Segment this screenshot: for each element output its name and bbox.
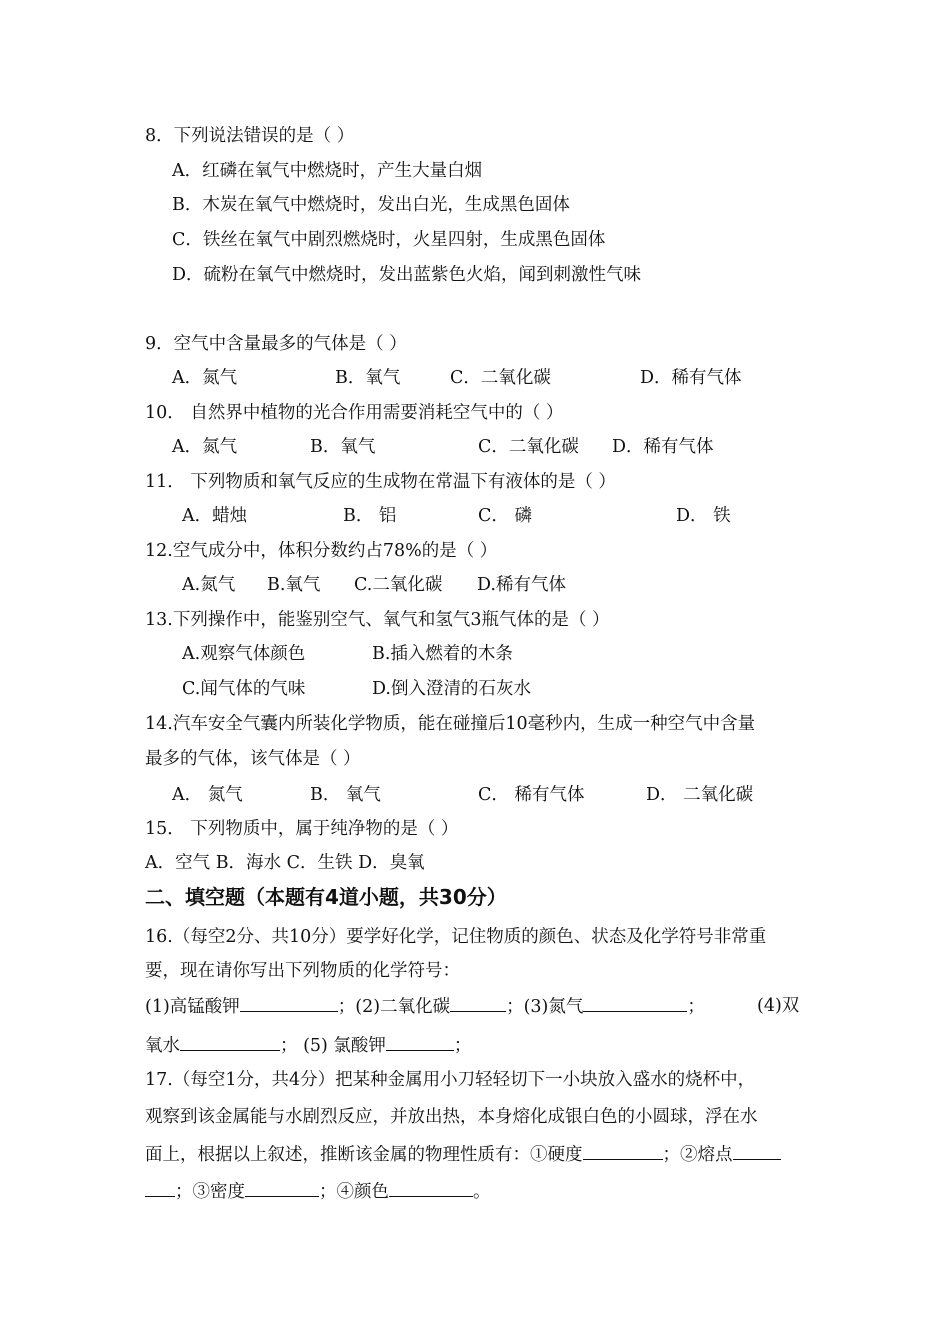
q16-item1-label: (1)高锰酸钾	[145, 997, 240, 1017]
q11-stem: 11． 下列物质和氧气反应的生成物在常温下有液体的是（ ）	[145, 472, 616, 492]
q15-stem: 15． 下列物质中，属于纯净物的是（ ）	[145, 819, 459, 839]
q12-stem: 12.空气成分中，体积分数约占78%的是（ ）	[145, 541, 498, 561]
q13-option-c: C.闻气体的气味	[182, 679, 306, 699]
q9-option-c: C．二氧化碳	[450, 368, 551, 388]
q17-density-label: ；③密度	[175, 1182, 245, 1202]
q14-option-c: C． 稀有气体	[478, 785, 585, 805]
q14-stem-line1: 14.汽车安全气囊内所装化学物质，能在碰撞后10毫秒内，生成一种空气中含量	[145, 714, 756, 734]
q9-option-a: A．氮气	[172, 368, 238, 388]
q16-blank-1[interactable]	[240, 995, 338, 1012]
q14-option-a: A． 氮气	[172, 785, 243, 805]
q17-blank-color[interactable]	[389, 1180, 473, 1197]
q16-line4	[145, 1034, 471, 1057]
q9-option-d: D．稀有气体	[640, 368, 742, 388]
q15-options: A．空气 B．海水 C．生铁 D．臭氧	[145, 853, 425, 873]
q16-line2: 要，现在请你写出下列物质的化学符号：	[145, 961, 460, 981]
q17-color-label: ；④颜色	[319, 1182, 389, 1202]
q16-sep: ；	[687, 997, 705, 1017]
q17-line3	[145, 1143, 781, 1166]
q8-option-d: D．硫粉在氧气中燃烧时，发出蓝紫色火焰，闻到刺激性气味	[172, 265, 642, 285]
q12-option-c: C.二氧化碳	[354, 575, 443, 595]
q11-option-b: B． 铝	[343, 506, 397, 526]
q16-item4-label: (4)双	[757, 996, 800, 1016]
section-heading: 二、填空题（本题有4道小题，共30分）	[145, 885, 507, 909]
q14-stem-line2: 最多的气体，该气体是（ ）	[145, 749, 361, 769]
q10-option-c: C．二氧化碳	[478, 437, 579, 457]
q11-option-a: A．蜡烛	[182, 506, 248, 526]
q10-option-b: B．氧气	[310, 437, 376, 457]
q17-line3-text: 面上，根据以上叙述，推断该金属的物理性质有：①硬度	[145, 1145, 583, 1165]
q10-stem: 10． 自然界中植物的光合作用需要消耗空气中的（ ）	[145, 403, 564, 423]
q17-meltpoint-label: ；②熔点	[662, 1145, 733, 1165]
q16-blank-3[interactable]	[583, 995, 687, 1012]
q17-line2: 观察到该金属能与水剧烈反应，并放出热，本身熔化成银白色的小圆球，浮在水	[145, 1107, 758, 1127]
q13-option-d: D.倒入澄清的石灰水	[372, 679, 531, 699]
q16-line1: 16.（每空2分、共10分）要学好化学，记住物质的颜色、状态及化学符号非常重	[145, 927, 767, 947]
q14-option-b: B． 氧气	[310, 785, 381, 805]
q16-end: ；	[453, 1036, 472, 1056]
q8-stem: 8．下列说法错误的是（ ）	[145, 126, 355, 146]
q12-option-a: A.氮气	[182, 575, 236, 595]
q16-item4-label-cont: 氧水	[145, 1036, 180, 1056]
q8-option-a: A．红磷在氧气中燃烧时，产生大量白烟	[172, 161, 483, 181]
q16-blank-4[interactable]	[180, 1034, 280, 1051]
q12-option-d: D.稀有气体	[477, 575, 566, 595]
q17-blank-hardness[interactable]	[583, 1143, 663, 1160]
q9-stem: 9．空气中含量最多的气体是（ ）	[145, 334, 407, 354]
q17-line4	[145, 1180, 491, 1203]
q13-stem: 13.下列操作中，能鉴别空气、氧气和氢气3瓶气体的是（ ）	[145, 610, 610, 630]
q9-option-b: B．氧气	[335, 368, 401, 388]
q17-line1: 17.（每空1分，共4分）把某种金属用小刀轻轻切下一小块放入盛水的烧杯中，	[145, 1070, 756, 1090]
q12-option-b: B.氧气	[267, 575, 321, 595]
q11-option-c: C． 磷	[478, 506, 532, 526]
q8-option-b: B．木炭在氧气中燃烧时，发出白光，生成黑色固体	[172, 195, 570, 215]
q16-blank-5[interactable]	[386, 1034, 454, 1051]
q16-item2-label: ；(2)二氧化碳	[337, 997, 451, 1017]
q16-blank-2[interactable]	[450, 995, 506, 1012]
q10-option-d: D．稀有气体	[612, 437, 714, 457]
q17-blank-meltpoint[interactable]	[733, 1143, 781, 1160]
q17-end: 。	[473, 1182, 491, 1202]
q8-option-c: C．铁丝在氧气中剧烈燃烧时，火星四射，生成黑色固体	[172, 230, 606, 250]
q13-option-a: A.观察气体颜色	[182, 644, 306, 664]
q11-option-d: D． 铁	[676, 506, 731, 526]
q10-option-a: A．氮气	[172, 437, 238, 457]
q13-option-b: B.插入燃着的木条	[372, 644, 513, 664]
q17-blank-meltpoint-cont[interactable]	[145, 1180, 175, 1197]
q16-item5-label: ； (5) 氯酸钾	[280, 1036, 386, 1056]
q14-option-d: D． 二氧化碳	[646, 785, 754, 805]
q16-item3-label: ；(3)氮气	[506, 997, 584, 1017]
q17-blank-density[interactable]	[245, 1180, 319, 1197]
q16-line3	[145, 995, 705, 1018]
